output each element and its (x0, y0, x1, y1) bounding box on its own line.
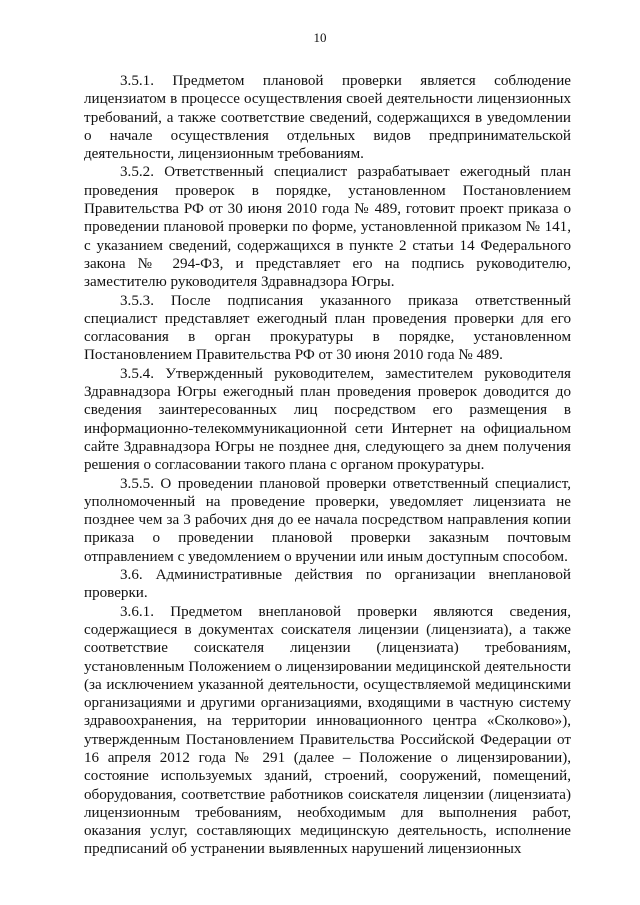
paragraph-3-5-3: 3.5.3. После подписания указанного приказа ответственный специалист представляет ежегодный план проведения проверки для его согласования в орган прокуратуры в порядке, установленном Постановлением Правительства РФ от 30 июня 2010 года № 489. (84, 292, 571, 364)
paragraph-3-5-1: 3.5.1. Предметом плановой проверки является соблюдение лицензиатом в процессе осуществления своей деятельности лицензионных требований, а также соответствие сведений, содержащихся в уведомлении о начале осуществления отдельных видов предпринимательской деятельности, лицензионным требованиям. (84, 73, 571, 163)
paragraph-3-5-2: 3.5.2. Ответственный специалист разрабатывает ежегодный план проведения проверок в порядке, установленном Постановлением Правительства РФ от 30 июня 2010 года № 489, готовит проект приказа о проведении плановой проверки по форме, установленной приказом № 141, с указанием сведений, содержащихся в пункте 2 статьи 14 Федерального закона № 294-ФЗ, и представляет его на подпись руководителю, заместителю руководителя Здравнадзора Югры. (84, 164, 571, 291)
document-body (84, 72, 571, 859)
paragraph-3-6-1: 3.6.1. Предметом внеплановой проверки являются сведения, содержащиеся в документах соискателя лицензии (лицензиата), а также соответствие соискателя лицензии (лицензиата) требованиям, установленным Положением о лицензировании медицинской деятельности (за исключением указанной деятельности, осуществляемой медицинскими организациями и другими организациями, входящими в частную систему здравоохранения, на территории инновационного центра «Сколково»), утвержденным Постановлением Правительства Российской Федерации от 16 апреля 2012 года № 291 (далее – Положение о лицензировании), состояние используемых зданий, строений, сооружений, помещений, оборудования, соответствие работников соискателя лицензии (лицензиата) лицензионным требованиям, необходимым для выполнения работ, оказания услуг, составляющих медицинскую деятельность, исполнение предписаний об устранении выявленных нарушений лицензионных (84, 603, 571, 858)
paragraph-3-5-4: 3.5.4. Утвержденный руководителем, заместителем руководителя Здравнадзора Югры ежегодный план проведения проверок доводится до сведения заинтересованных лиц посредством его размещения в информационно-телекоммуникационной сети Интернет на официальном сайте Здравнадзора Югры не позднее дня, следующего за днем получения решения о согласовании такого плана с органом прокуратуры. (84, 365, 571, 474)
paragraph-3-5-5: 3.5.5. О проведении плановой проверки ответственный специалист, уполномоченный на проведение проверки, уведомляет лицензиата не позднее чем за 3 рабочих дня до ее начала посредством направления копии приказа о проведении плановой проверки заказным почтовым отправлением с уведомлением о вручении или иным доступным способом. (84, 475, 571, 565)
paragraph-3-6: 3.6. Административные действия по организации внеплановой проверки. (84, 567, 571, 602)
page-number: 10 (313, 30, 327, 45)
